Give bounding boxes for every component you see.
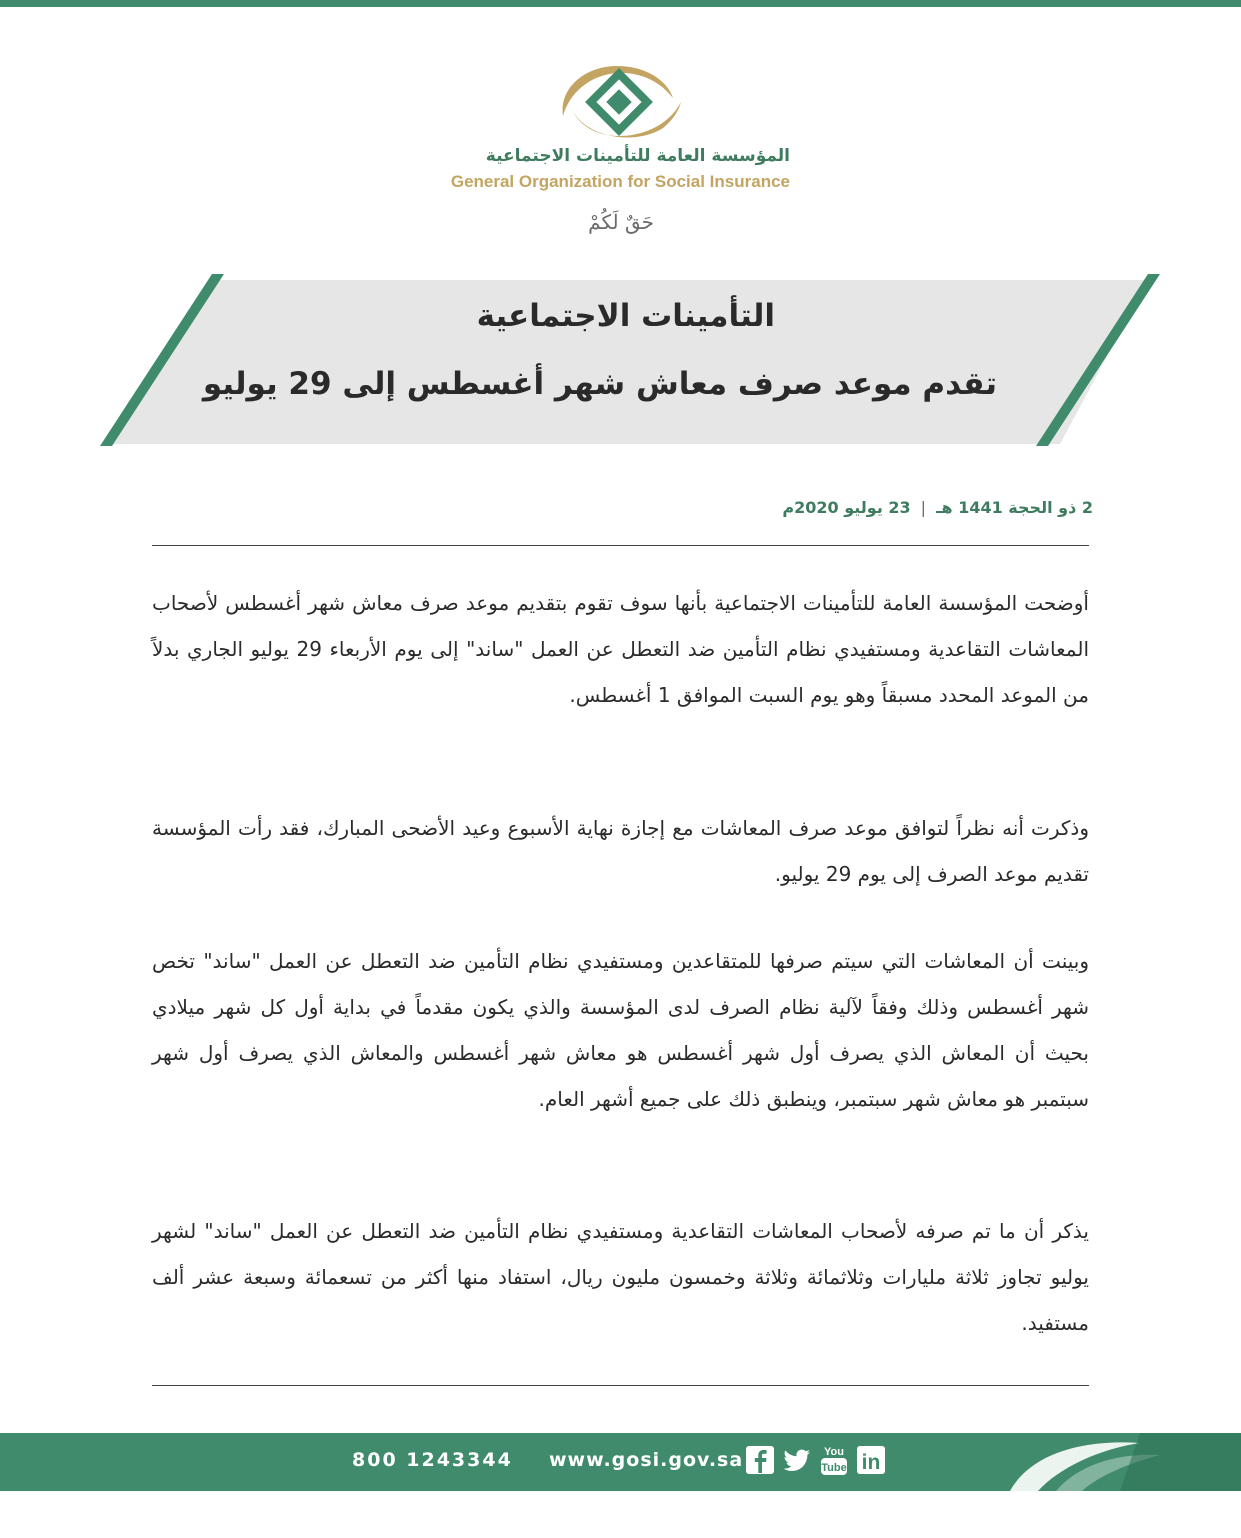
body-paragraph-3: وبينت أن المعاشات التي سيتم صرفها للمتقاعدين ومستفيدي نظام التأمين ضد التعطل عن العمل "ساند" تخص شهر أغسطس وذلك وفقاً لآلية نظام الصرف لدى المؤسسة والذي يكون مقدماً في بداية أول كل شهر ميلادي بحيث أن المعاش الذي يصرف أول شهر أغسطس هو معاش شهر أغسطس والمعاش الذي يصرف أول شهر سبتمبر هو معاش شهر سبتمبر، وينطبق ذلك على جميع أشهر العام. [152,949,1089,1111]
bottom-margin [0,1497,1241,1538]
gosi-logo [555,58,683,148]
youtube-you-text: You [824,1446,844,1458]
linkedin-text: in [861,1451,881,1474]
youtube-tube-text: Tube [821,1462,847,1474]
dateline [600,498,1093,517]
org-name-arabic: المؤسسة العامة للتأمينات الاجتماعية [485,146,790,166]
body-paragraph-4: يذكر أن ما تم صرفه لأصحاب المعاشات التقاعدية ومستفيدي نظام التأمين ضد التعطل عن العمل "ساند" لشهر يوليو تجاوز ثلاثة مليارات وثلاثمائة وثلاثة وخمسون مليون ريال، استفاد منها أكثر من تسعمائة وسبعة عشر ألف مستفيد. [152,1219,1089,1335]
org-name-english: General Organization for Social Insurance [450,172,790,191]
bottom-divider [152,1385,1089,1386]
twitter-icon[interactable] [782,1445,812,1475]
gregorian-date: 23 يوليو 2020م [782,498,911,517]
top-divider [152,545,1089,546]
page-subtitle: تقدم موعد صرف معاش شهر أغسطس إلى 29 يوليو [202,366,997,402]
slogan: حَقٌ لَكُمْ [588,210,654,234]
hijri-date: 2 ذو الحجة 1441 هـ [936,498,1093,517]
leaf-decoration [990,1433,1241,1491]
page-title: التأمينات الاجتماعية [476,298,775,334]
facebook-icon[interactable] [745,1445,775,1475]
top-accent-line [0,0,1241,7]
body-paragraph-1: أوضحت المؤسسة العامة للتأمينات الاجتماعية بأنها سوف تقوم بتقديم موعد صرف معاش شهر أغسطس لأصحاب المعاشات التقاعدية ومستفيدي نظام التأمين ضد التعطل عن العمل "ساند" إلى يوم الأربعاء 29 يوليو الجاري بدلاً من الموعد المحدد مسبقاً وهو يوم السبت الموافق 1 أغسطس. [152,591,1090,707]
linkedin-icon[interactable] [856,1445,886,1475]
body-paragraph-2: وذكرت أنه نظراً لتوافق موعد صرف المعاشات مع إجازة نهاية الأسبوع وعيد الأضحى المبارك، فقد رأت المؤسسة تقديم موعد الصرف إلى يوم 29 يوليو. [152,816,1089,886]
phone-number[interactable]: 800 1243344 [352,1449,513,1471]
website-link[interactable]: www.gosi.gov.sa [549,1449,744,1471]
date-separator: | [920,498,927,517]
youtube-icon[interactable] [819,1443,849,1477]
